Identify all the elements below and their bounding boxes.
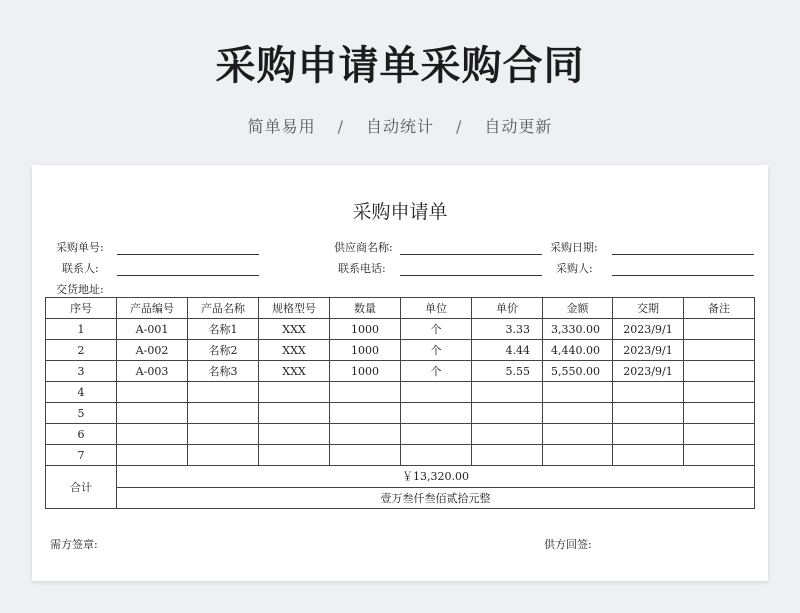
cell-delivery[interactable]: 2023/9/1 (613, 340, 684, 361)
cell-unit[interactable]: 个 (401, 361, 472, 382)
table-row (46, 403, 755, 424)
cell-unit[interactable] (401, 382, 472, 403)
date-label: 采购日期: (550, 241, 598, 254)
cell-seq[interactable]: 1 (46, 319, 117, 340)
cell-unit-price[interactable] (472, 424, 543, 445)
contact-field[interactable] (117, 275, 259, 276)
cell-unit[interactable] (401, 424, 472, 445)
cell-product-name[interactable] (188, 424, 259, 445)
cell-spec[interactable] (259, 445, 330, 466)
cell-unit-price[interactable] (472, 445, 543, 466)
buyer-signature-label: 需方签章: (50, 538, 98, 551)
phone-field[interactable] (400, 275, 542, 276)
cell-product-name[interactable]: 名称3 (188, 361, 259, 382)
cell-delivery[interactable]: 2023/9/1 (613, 361, 684, 382)
col-header-amount: 金额 (543, 298, 613, 319)
cell-unit[interactable]: 个 (401, 340, 472, 361)
cell-unit-price[interactable] (472, 403, 543, 424)
cell-unit[interactable] (401, 445, 472, 466)
col-header-product-code: 产品编号 (117, 298, 188, 319)
cell-amount[interactable] (543, 445, 613, 466)
total-label: 合计 (46, 466, 117, 509)
total-words-row (46, 487, 755, 509)
cell-product-name[interactable] (188, 382, 259, 403)
cell-seq[interactable]: 7 (46, 445, 117, 466)
col-header-quantity: 数量 (330, 298, 401, 319)
table-row (46, 382, 755, 403)
cell-remarks[interactable] (684, 340, 755, 361)
cell-product-code[interactable]: A-003 (117, 361, 188, 382)
cell-remarks[interactable] (684, 319, 755, 340)
cell-seq[interactable]: 3 (46, 361, 117, 382)
cell-spec[interactable] (259, 424, 330, 445)
order-no-field[interactable] (117, 254, 259, 255)
table-row (46, 319, 755, 340)
cell-spec[interactable] (259, 403, 330, 424)
feature-auto-update: 自动更新 (484, 117, 553, 136)
cell-quantity[interactable]: 1000 (330, 340, 401, 361)
cell-unit-price[interactable]: 3.33 (472, 319, 543, 340)
cell-spec[interactable]: XXX (259, 361, 330, 382)
cell-unit-price[interactable] (472, 382, 543, 403)
cell-product-name[interactable] (188, 403, 259, 424)
col-header-unit-price: 单价 (472, 298, 543, 319)
cell-amount[interactable] (543, 403, 613, 424)
feature-easy: 简单易用 (247, 117, 316, 136)
cell-unit-price[interactable]: 4.44 (472, 340, 543, 361)
cell-product-name[interactable] (188, 445, 259, 466)
cell-remarks[interactable] (684, 424, 755, 445)
contact-label: 联系人: (62, 262, 99, 275)
table-row (46, 340, 755, 361)
cell-product-name[interactable]: 名称1 (188, 319, 259, 340)
cell-quantity[interactable] (330, 424, 401, 445)
cell-quantity[interactable] (330, 382, 401, 403)
col-header-spec: 规格型号 (259, 298, 330, 319)
order-no-label: 采购单号: (56, 241, 104, 254)
total-amount-words: 壹万叁仟叁佰贰拾元整 (117, 487, 755, 509)
separator: / (337, 117, 344, 136)
cell-product-code[interactable] (117, 445, 188, 466)
phone-label: 联系电话: (338, 262, 386, 275)
cell-spec[interactable]: XXX (259, 319, 330, 340)
supplier-label: 供应商名称: (334, 241, 393, 254)
cell-remarks[interactable] (684, 382, 755, 403)
cell-quantity[interactable] (330, 445, 401, 466)
cell-seq[interactable]: 2 (46, 340, 117, 361)
address-label: 交货地址: (56, 283, 104, 296)
document-sheet (32, 165, 768, 581)
cell-seq[interactable]: 4 (46, 382, 117, 403)
cell-delivery[interactable] (613, 382, 684, 403)
cell-delivery[interactable] (613, 403, 684, 424)
cell-delivery[interactable] (613, 424, 684, 445)
cell-quantity[interactable]: 1000 (330, 361, 401, 382)
buyer-field[interactable] (612, 275, 754, 276)
buyer-label: 采购人: (556, 262, 593, 275)
supplier-field[interactable] (400, 254, 542, 255)
table-row (46, 424, 755, 445)
cell-spec[interactable] (259, 382, 330, 403)
separator: / (456, 117, 463, 136)
table-row (46, 445, 755, 466)
col-header-unit: 单位 (401, 298, 472, 319)
date-field[interactable] (612, 254, 754, 255)
cell-amount[interactable]: 3,330.00 (543, 319, 613, 340)
cell-amount[interactable]: 4,440.00 (543, 340, 613, 361)
col-header-product-name: 产品名称 (188, 298, 259, 319)
table-row (46, 361, 755, 382)
cell-remarks[interactable] (684, 445, 755, 466)
col-header-delivery: 交期 (613, 298, 684, 319)
cell-seq[interactable]: 5 (46, 403, 117, 424)
cell-amount[interactable] (543, 382, 613, 403)
total-row (46, 466, 755, 488)
cell-quantity[interactable]: 1000 (330, 319, 401, 340)
cell-delivery[interactable]: 2023/9/1 (613, 319, 684, 340)
cell-product-name[interactable]: 名称2 (188, 340, 259, 361)
col-header-remarks: 备注 (684, 298, 755, 319)
cell-product-code[interactable]: A-002 (117, 340, 188, 361)
supplier-signature-label: 供方回签: (544, 538, 592, 551)
feature-auto-stats: 自动统计 (365, 117, 434, 136)
cell-remarks[interactable] (684, 403, 755, 424)
form-title: 采购申请单 (352, 201, 448, 223)
cell-amount[interactable] (543, 424, 613, 445)
cell-product-code[interactable] (117, 424, 188, 445)
cell-delivery[interactable] (613, 445, 684, 466)
cell-amount[interactable]: 5,550.00 (543, 361, 613, 382)
cell-quantity[interactable] (330, 403, 401, 424)
cell-spec[interactable]: XXX (259, 340, 330, 361)
cell-unit[interactable] (401, 403, 472, 424)
total-amount: ￥13,320.00 (117, 466, 755, 488)
feature-tagline (0, 114, 800, 137)
cell-remarks[interactable] (684, 361, 755, 382)
col-header-seq: 序号 (46, 298, 117, 319)
cell-unit-price[interactable]: 5.55 (472, 361, 543, 382)
table-header-row (46, 298, 755, 319)
page-title: 采购申请单采购合同 (215, 43, 585, 89)
cell-product-code[interactable] (117, 382, 188, 403)
order-table (45, 297, 755, 509)
cell-product-code[interactable]: A-001 (117, 319, 188, 340)
cell-unit[interactable]: 个 (401, 319, 472, 340)
cell-product-code[interactable] (117, 403, 188, 424)
cell-seq[interactable]: 6 (46, 424, 117, 445)
